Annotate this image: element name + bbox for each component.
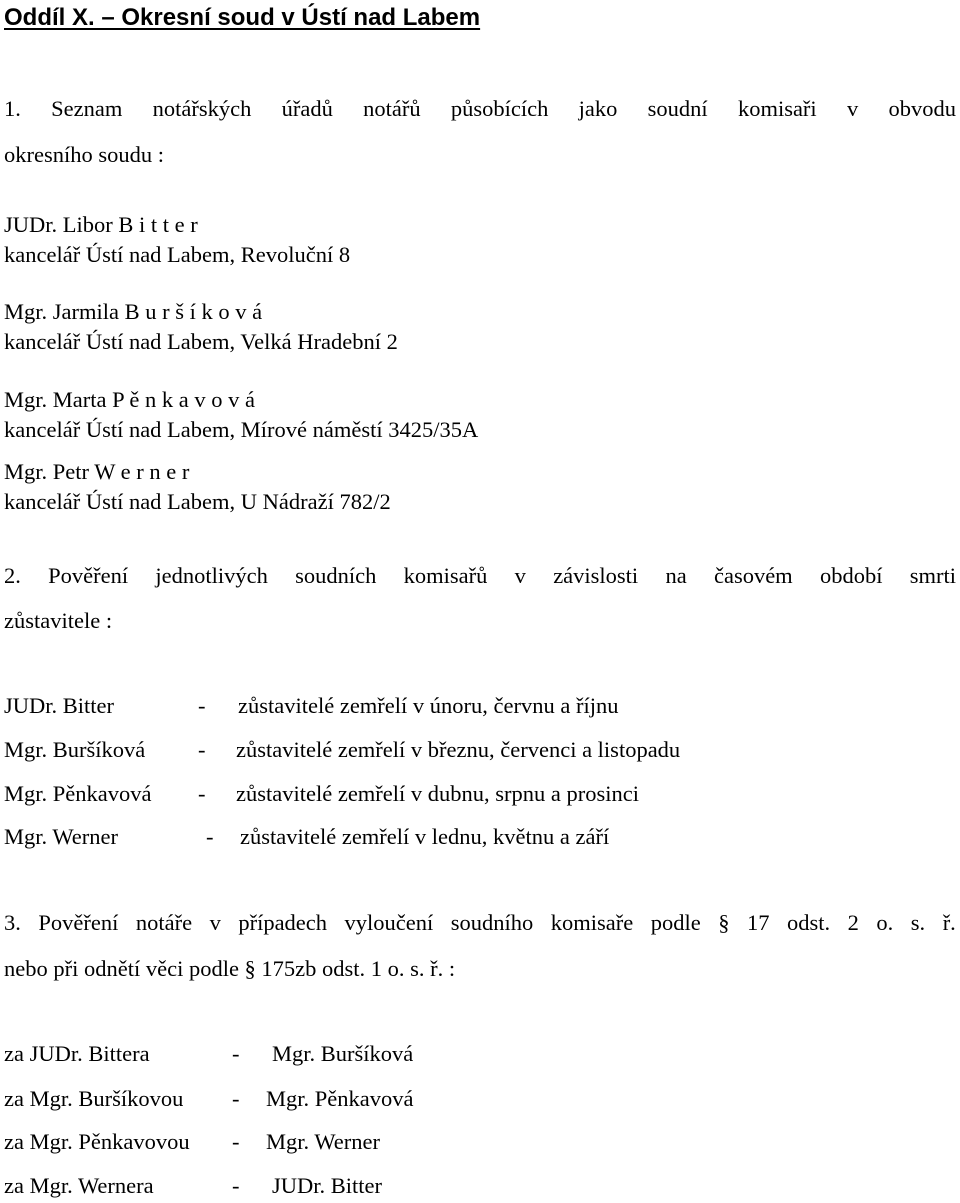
word: vyloučení <box>344 910 434 935</box>
word: 2. <box>4 563 21 588</box>
substitute-left: za Mgr. Wernera <box>4 1173 154 1198</box>
word: 3. <box>4 910 21 935</box>
section3-intro-line2: nebo při odnětí věci podle § 175zb odst. 1 o. s. ř. : <box>4 956 456 981</box>
word: komisaři <box>737 96 817 121</box>
word: na <box>665 563 687 588</box>
substitute-left: za Mgr. Pěnkavovou <box>4 1129 190 1154</box>
assignment-row <box>4 695 114 718</box>
assignment-dash: - <box>198 737 206 762</box>
substitute-left: za JUDr. Bittera <box>4 1041 150 1066</box>
notary-office: kancelář Ústí nad Labem, Velká Hradební 2 <box>4 329 398 354</box>
substitute-dash: - <box>232 1129 240 1154</box>
substitute-dash: - <box>232 1041 240 1066</box>
word: podle <box>650 910 701 935</box>
word: 17 <box>747 910 770 935</box>
substitute-right: JUDr. Bitter <box>272 1173 382 1198</box>
word: jednotlivých <box>155 563 268 588</box>
assignment-row <box>4 783 151 806</box>
word: notáře <box>135 910 193 935</box>
word: časovém <box>713 563 793 588</box>
word: Pověření <box>48 563 129 588</box>
word: o. <box>876 910 894 935</box>
section-heading: Oddíl X. – Okresní soud v Ústí nad Labem <box>4 4 481 31</box>
substitute-right: Mgr. Werner <box>266 1129 380 1154</box>
word: 1. <box>4 96 21 121</box>
notary-office: kancelář Ústí nad Labem, Mírové náměstí 3425/35A <box>4 417 479 442</box>
assignment-dash: - <box>198 781 206 806</box>
substitute-right: Mgr. Pěnkavová <box>266 1086 414 1111</box>
notary-name: Mgr. Jarmila B u r š í k o v á <box>4 299 263 324</box>
word: období <box>819 563 883 588</box>
assignment-dash: - <box>198 693 206 718</box>
assignment-name: JUDr. Bitter <box>4 693 114 718</box>
assignment-row <box>4 826 118 849</box>
word: komisaře <box>550 910 634 935</box>
word: závislosti <box>553 563 639 588</box>
substitute-left: za Mgr. Buršíkovou <box>4 1086 184 1111</box>
notary-office: kancelář Ústí nad Labem, Revoluční 8 <box>4 242 351 267</box>
section1-intro-line1 <box>4 98 956 121</box>
word: soudního <box>450 910 534 935</box>
section3-intro-line1 <box>4 912 956 935</box>
word: notářských <box>152 96 252 121</box>
word: obvodu <box>888 96 956 121</box>
notary-name: Mgr. Petr W e r n e r <box>4 459 190 484</box>
section2-intro-line1 <box>4 565 956 588</box>
assignment-name: Mgr. Werner <box>4 824 118 849</box>
assignment-name: Mgr. Buršíková <box>4 737 146 762</box>
substitute-dash: - <box>232 1173 240 1198</box>
word: v <box>209 910 221 935</box>
assignment-text: zůstavitelé zemřelí v lednu, květnu a září <box>240 824 610 849</box>
word: ř. <box>942 910 956 935</box>
word: odst. <box>787 910 831 935</box>
word: smrti <box>909 563 956 588</box>
word: notářů <box>363 96 421 121</box>
assignment-text: zůstavitelé zemřelí v dubnu, srpnu a prosinci <box>236 781 640 806</box>
section-sign: § <box>718 910 730 935</box>
word: Pověření <box>38 910 119 935</box>
assignment-text: zůstavitelé zemřelí v únoru, červnu a říjnu <box>238 693 619 718</box>
word: komisařů <box>403 563 488 588</box>
word: s. <box>910 910 926 935</box>
word: soudní <box>647 96 708 121</box>
notary-name: JUDr. Libor B i t t e r <box>4 212 198 237</box>
assignment-name: Mgr. Pěnkavová <box>4 781 152 806</box>
word: v <box>846 96 859 121</box>
substitute-right: Mgr. Buršíková <box>272 1041 414 1066</box>
word: Seznam <box>51 96 123 121</box>
assignment-text: zůstavitelé zemřelí v březnu, červenci a listopadu <box>236 737 681 762</box>
notary-office: kancelář Ústí nad Labem, U Nádraží 782/2 <box>4 489 391 514</box>
notary-name: Mgr. Marta P ě n k a v o v á <box>4 387 255 412</box>
assignment-row <box>4 739 145 762</box>
section2-intro-line2: zůstavitele : <box>4 608 113 633</box>
word: 2 <box>847 910 859 935</box>
word: úřadů <box>281 96 333 121</box>
word: případech <box>238 910 328 935</box>
word: působících <box>450 96 549 121</box>
word: v <box>514 563 526 588</box>
substitute-dash: - <box>232 1086 240 1111</box>
word: soudních <box>295 563 377 588</box>
word: jako <box>578 96 618 121</box>
assignment-dash: - <box>206 824 214 849</box>
section1-intro-line2: okresního soudu : <box>4 142 164 167</box>
